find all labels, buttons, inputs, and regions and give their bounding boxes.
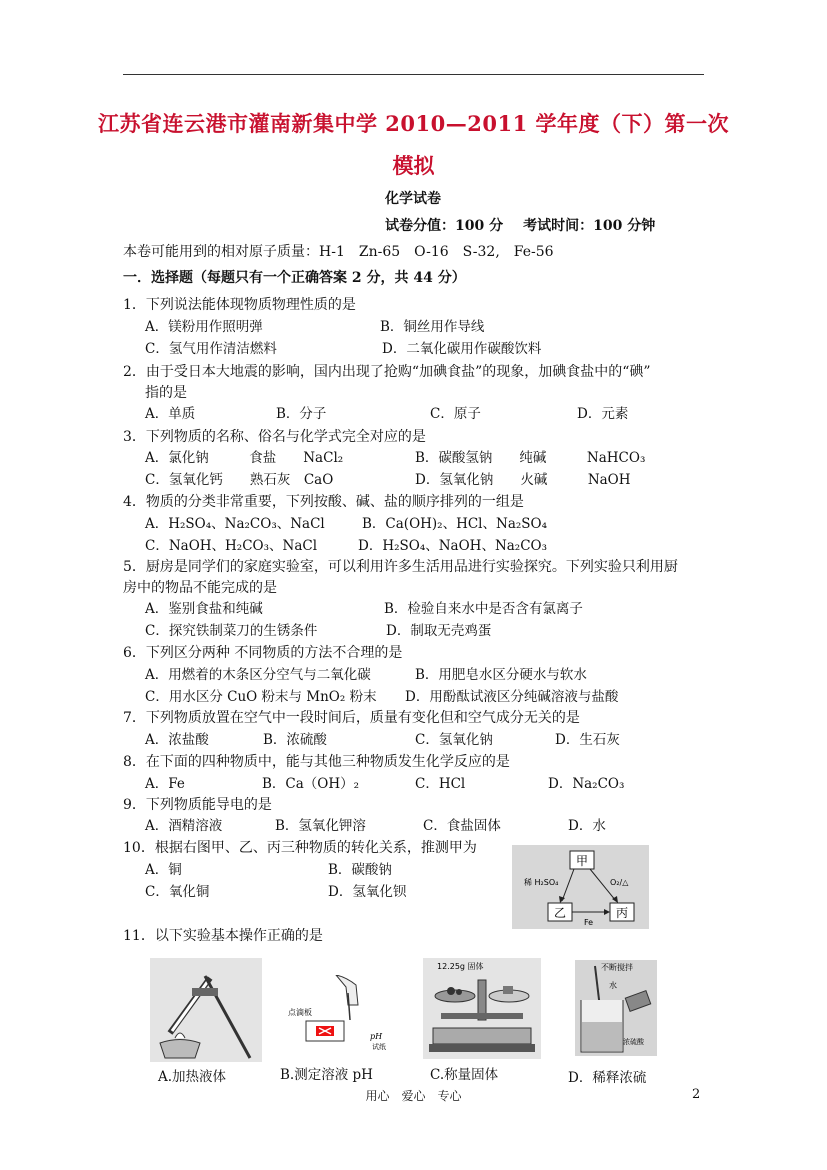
q10-option-d: D．氢氧化钡 xyxy=(328,884,407,900)
q7-stem: 7．下列物质放置在空气中一段时间后，质量有变化但和空气成分无关的是 xyxy=(123,710,580,726)
q8-stem: 8．在下面的四种物质中，能与其他三种物质发生化学反应的是 xyxy=(123,754,510,770)
score: 试卷分值：100 分 xyxy=(385,218,504,234)
q11-caption-b: B.测定溶液 pH xyxy=(280,1067,373,1083)
q5-option-d: D．制取无壳鸡蛋 xyxy=(386,623,492,639)
section-1-heading: 一．选择题（每题只有一个正确答案 2 分，共 44 分） xyxy=(123,270,466,286)
q3-option-b: B．碳酸氢钠 纯碱 NaHCO₃ xyxy=(415,450,646,466)
q10-node-left: 乙 xyxy=(553,906,567,920)
q5-option-b: B．检验自来水中是否含有氯离子 xyxy=(384,601,583,617)
q11-d-label-acid: 浓硫酸 xyxy=(623,1038,644,1046)
q2-option-d: D．元素 xyxy=(577,406,629,422)
q7-option-d: D．生石灰 xyxy=(555,732,620,748)
q10-option-c: C．氧化铜 xyxy=(145,884,210,900)
q6-option-a: A．用燃着的木条区分空气与二氧化碳 xyxy=(145,667,371,683)
title-line-1: 江苏省连云港市灌南新集中学 2010—2011 学年度（下）第一次 xyxy=(97,111,729,136)
subject: 化学试卷 xyxy=(385,191,441,207)
q2-option-b: B．分子 xyxy=(276,406,327,422)
q5-option-c: C．探究铁制菜刀的生锈条件 xyxy=(145,623,318,639)
top-rule xyxy=(123,74,704,75)
q10-transformation-diagram xyxy=(512,845,649,929)
q7-option-c: C．氢氧化钠 xyxy=(415,732,493,748)
q3-stem: 3．下列物质的名称、俗名与化学式完全对应的是 xyxy=(123,429,426,445)
q11-figure-a xyxy=(150,958,262,1062)
atomic-masses: 本卷可能用到的相对原子质量：H-1 Zn-65 O-16 S-32, Fe-56 xyxy=(123,244,554,260)
q8-option-a: A．Fe xyxy=(145,776,185,792)
q5-stem: 5．厨房是同学们的家庭实验室，可以利用许多生活用品进行实验探究。下列实验只利用厨 xyxy=(123,559,678,575)
q8-option-c: C．HCl xyxy=(415,776,466,792)
q1-option-b: B．铜丝用作导线 xyxy=(380,319,485,335)
q11-c-label: 12.25g 固体 xyxy=(437,962,484,971)
q9-stem: 9．下列物质能导电的是 xyxy=(123,797,272,813)
q4-option-d: D．H₂SO₄、NaOH、Na₂CO₃ xyxy=(358,538,548,554)
q11-b-label-ph: pH xyxy=(370,1032,383,1041)
q11-b-label-plate: 点滴板 xyxy=(288,1008,312,1017)
q7-option-b: B．浓硫酸 xyxy=(263,732,327,748)
q11-caption-c: C.称量固体 xyxy=(430,1067,499,1083)
q6-option-c: C．用水区分 CuO 粉末与 MnO₂ 粉末 xyxy=(145,689,377,705)
exam-info xyxy=(385,215,675,235)
q10-node-right: 丙 xyxy=(615,906,629,920)
q9-option-c: C．食盐固体 xyxy=(423,818,501,834)
page-number: 2 xyxy=(692,1087,701,1102)
q8-option-b: B．Ca（OH）₂ xyxy=(262,776,360,792)
q6-stem: 6．下列区分两种 不同物质的方法不合理的是 xyxy=(123,645,403,661)
q4-stem: 4．物质的分类非常重要，下列按酸、碱、盐的顺序排列的一组是 xyxy=(123,494,524,510)
q1-option-a: A．镁粉用作照明弹 xyxy=(145,319,263,335)
q9-option-b: B．氢氧化钾溶 xyxy=(275,818,366,834)
q11-caption-d: D．稀释浓硫 xyxy=(568,1070,647,1086)
q4-option-c: C．NaOH、H₂CO₃、NaCl xyxy=(145,538,318,554)
title-line-2: 模拟 xyxy=(392,153,435,178)
q11-stem: 11．以下实验基本操作正确的是 xyxy=(123,928,323,944)
q1-option-d: D．二氧化碳用作碳酸饮料 xyxy=(382,341,542,357)
q10-stem: 10．根据右图甲、乙、丙三种物质的转化关系，推测甲为 xyxy=(123,840,477,856)
q11-caption-a: A.加热液体 xyxy=(158,1069,227,1085)
q10-arrow-left-label: 稀 H₂SO₄ xyxy=(524,878,559,887)
q1-stem: 1．下列说法能体现物质物理性质的是 xyxy=(123,297,356,313)
q5-stem-2: 房中的物品不能完成的是 xyxy=(123,580,277,596)
q11-b-label-paper: 试纸 xyxy=(372,1043,386,1051)
q11-d-label-stir: 不断搅拌 xyxy=(601,963,633,972)
q7-option-a: A．浓盐酸 xyxy=(145,732,209,748)
q11-figure-c xyxy=(423,958,541,1059)
q10-option-a: A．铜 xyxy=(145,862,182,878)
q5-option-a: A．鉴别食盐和纯碱 xyxy=(145,601,263,617)
q9-option-d: D．水 xyxy=(568,818,606,834)
time: 考试时间：100 分钟 xyxy=(523,218,656,234)
q4-option-a: A．H₂SO₄、Na₂CO₃、NaCl xyxy=(145,516,325,532)
q3-option-c: C．氢氧化钙 熟石灰 CaO xyxy=(145,472,334,488)
q10-arrow-right-label: O₂/△ xyxy=(610,878,629,887)
q9-option-a: A．酒精溶液 xyxy=(145,818,223,834)
q4-option-b: B．Ca(OH)₂、HCl、Na₂SO₄ xyxy=(362,516,548,532)
q2-option-a: A．单质 xyxy=(145,406,196,422)
q10-option-b: B．碳酸钠 xyxy=(328,862,392,878)
q11-d-label-water: 水 xyxy=(609,981,617,990)
q1-option-c: C．氢气用作清洁燃料 xyxy=(145,341,277,357)
q3-option-d: D．氢氧化钠 火碱 NaOH xyxy=(415,472,631,488)
q10-node-top: 甲 xyxy=(575,854,589,868)
q2-stem-2: 指的是 xyxy=(145,385,187,401)
footer: 用心 爱心 专心 xyxy=(365,1089,462,1103)
q2-stem: 2．由于受日本大地震的影响，国内出现了抢购“加碘食盐”的现象，加碘食盐中的“碘” xyxy=(123,364,651,380)
q2-option-c: C．原子 xyxy=(430,406,481,422)
q10-arrow-bottom-label: Fe xyxy=(584,918,594,927)
q3-option-a: A．氯化钠 食盐 NaCl₂ xyxy=(145,450,344,466)
q6-option-b: B．用肥皂水区分硬水与软水 xyxy=(415,667,587,683)
q11-figure-d xyxy=(575,960,657,1056)
q8-option-d: D．Na₂CO₃ xyxy=(548,776,625,792)
q11-figure-b xyxy=(286,975,386,1053)
q6-option-d: D．用酚酞试液区分纯碱溶液与盐酸 xyxy=(405,689,619,705)
